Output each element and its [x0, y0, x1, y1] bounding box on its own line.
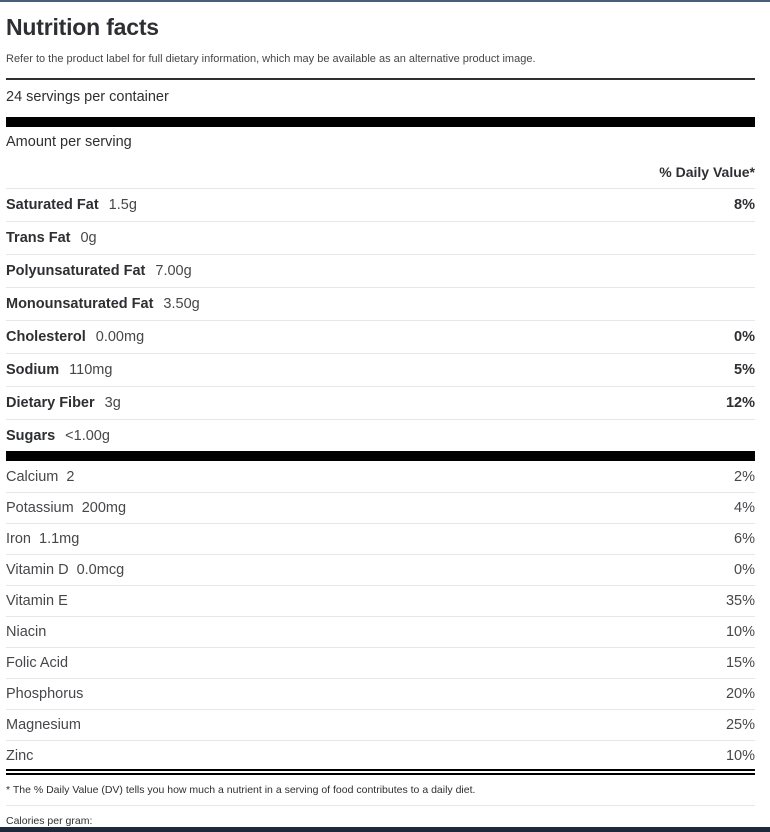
vitamin-name: Calcium: [6, 468, 59, 485]
nutrient-row: [6, 353, 755, 386]
divider-line: [6, 805, 755, 806]
nutrient-label: [6, 362, 112, 378]
vitamin-daily-value: 2%: [734, 468, 755, 485]
nutrient-daily-value: 12%: [725, 395, 755, 411]
nutrient-row: [6, 254, 755, 287]
vitamin-daily-value: 10%: [725, 748, 755, 764]
vitamin-label: [6, 593, 76, 609]
vitamin-name: Zinc: [6, 748, 34, 764]
nutrient-amount: 110mg: [69, 362, 113, 378]
vitamin-amount: 2: [66, 468, 75, 485]
vitamin-daily-value: 6%: [734, 531, 755, 547]
nutrient-label: [6, 329, 144, 345]
nutrient-name: Trans Fat: [6, 230, 71, 246]
vitamin-name: Folic Acid: [6, 655, 69, 671]
nutrient-name: Cholesterol: [6, 329, 86, 345]
nutrient-row: [6, 320, 755, 353]
divider-rule: [6, 78, 755, 80]
vitamin-daily-value: 4%: [734, 500, 755, 516]
nutrient-label: [6, 296, 200, 312]
nutrient-label: [6, 197, 137, 213]
vitamin-amount: 0.0mcg: [76, 562, 125, 578]
nutrient-row: [6, 221, 755, 254]
nutrient-name: Saturated Fat: [6, 197, 99, 213]
nutrient-daily-value: 0%: [734, 329, 755, 345]
nutrient-amount: 3g: [104, 395, 121, 411]
vitamin-row: [6, 740, 755, 771]
daily-value-header: % Daily Value*: [659, 164, 755, 180]
vitamin-amount: 1.1mg: [39, 531, 80, 547]
vitamin-row: [6, 554, 755, 585]
vitamin-name: Vitamin E: [6, 593, 68, 609]
vitamin-name: Niacin: [6, 624, 47, 640]
vitamin-name: Potassium: [6, 500, 74, 516]
nutrient-amount: <1.00g: [65, 428, 110, 444]
vitamin-row: [6, 523, 755, 554]
disclaimer-text: Refer to the product label for full dietary information, which may be available as an alternative product image.: [6, 53, 536, 65]
vitamin-daily-value: 35%: [725, 593, 755, 609]
nutrient-row: [6, 287, 755, 320]
vitamin-amount: 200mg: [81, 500, 127, 516]
nutrient-label: [6, 263, 192, 279]
vitamin-daily-value: 15%: [725, 655, 755, 671]
vitamin-name: Vitamin D: [6, 562, 69, 578]
nutrient-amount: 7.00g: [155, 263, 192, 279]
vitamin-daily-value: 20%: [725, 686, 755, 702]
vitamin-daily-value: 0%: [734, 562, 755, 578]
nutrient-label: [6, 428, 110, 444]
calories-per-gram-label: Calories per gram:: [6, 815, 93, 827]
vitamin-row: [6, 647, 755, 678]
nutrient-name: Monounsaturated Fat: [6, 296, 154, 312]
vitamin-name: Magnesium: [6, 717, 81, 733]
nutrient-name: Sodium: [6, 362, 60, 378]
nutrient-amount: 1.5g: [108, 197, 137, 213]
top-accent-line: [0, 0, 770, 2]
thick-divider: [6, 117, 755, 127]
vitamin-label: [6, 500, 126, 516]
nutrient-name: Polyunsaturated Fat: [6, 263, 146, 279]
vitamin-name: Iron: [6, 531, 31, 547]
vitamin-row: [6, 492, 755, 523]
vitamin-label: [6, 748, 41, 764]
nutrient-amount: 3.50g: [163, 296, 200, 312]
nutrient-row: [6, 386, 755, 419]
nutrient-amount: 0.00mg: [95, 329, 145, 345]
nutrient-row: [6, 188, 755, 221]
vitamin-row: [6, 585, 755, 616]
vitamin-daily-value: 10%: [725, 624, 755, 640]
servings-per-container: 24 servings per container: [6, 89, 169, 105]
nutrient-amount: 0g: [80, 230, 97, 246]
double-divider: [6, 769, 755, 775]
vitamin-label: [6, 531, 79, 547]
nutrient-name: Dietary Fiber: [6, 395, 95, 411]
page-title: Nutrition facts: [6, 14, 159, 40]
vitamin-label: [6, 655, 76, 671]
vitamin-row: [6, 616, 755, 647]
vitamin-label: [6, 562, 124, 578]
nutrient-label: [6, 230, 97, 246]
nutrient-row: [6, 419, 755, 452]
vitamin-daily-value: 25%: [725, 717, 755, 733]
nutrient-daily-value: 8%: [734, 197, 755, 213]
vitamin-row: [6, 461, 755, 492]
nutrient-label: [6, 395, 121, 411]
nutrient-daily-value: 5%: [734, 362, 755, 378]
bottom-bar: [0, 827, 770, 832]
amount-per-serving-label: Amount per serving: [6, 134, 132, 150]
vitamin-row: [6, 709, 755, 740]
nutrient-name: Sugars: [6, 428, 56, 444]
vitamin-label: [6, 624, 54, 640]
vitamin-row: [6, 678, 755, 709]
thick-divider: [6, 451, 755, 461]
vitamin-label: [6, 686, 91, 702]
vitamin-label: [6, 717, 89, 733]
vitamin-name: Phosphorus: [6, 686, 84, 702]
vitamin-label: [6, 469, 74, 485]
daily-value-footnote: * The % Daily Value (DV) tells you how much a nutrient in a serving of food contributes to a daily diet.: [6, 784, 476, 796]
